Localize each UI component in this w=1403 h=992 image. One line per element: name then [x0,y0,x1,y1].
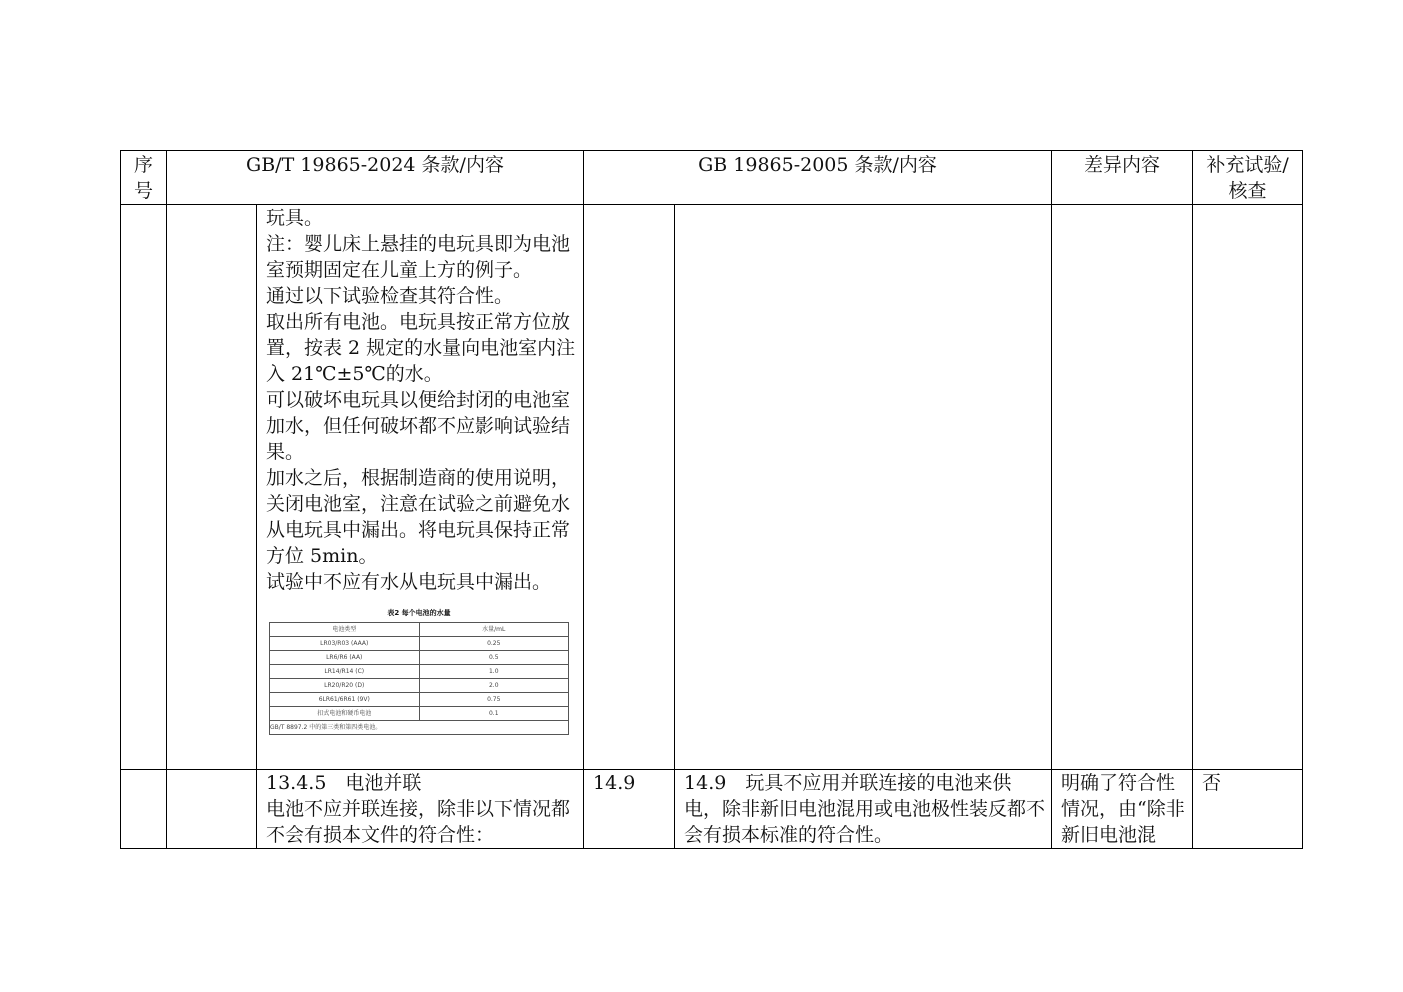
water-volume-table-caption: 表2 每个电池的水量 [387,609,451,617]
water-volume-table-image [269,609,569,735]
seq-cell [121,205,167,770]
battery-type: LR20/R20 (D) [270,679,420,693]
clause-paragraph: 可以破坏电玩具以便给封闭的电池室加水，但任何破坏都不应影响试验结果。 [266,389,571,463]
header-difference: 差异内容 [1052,151,1193,205]
battery-type: LR03/R03 (AAA) [270,637,420,651]
difference-text: 明确了符合性情况，由“除非新旧电池混 [1061,772,1185,846]
clause-comparison-table [120,150,1303,849]
battery-type: LR14/R14 (C) [270,665,420,679]
battery-type: 扣式电池和硬币电池 [270,707,420,721]
difference-cell [1052,770,1193,849]
water-volume-row [270,665,569,679]
supplement-cell [1193,205,1303,770]
clause-paragraph: 玩具。 [266,207,324,229]
clause-paragraph: 通过以下试验检查其符合性。 [266,285,514,307]
supplement-cell [1193,770,1303,849]
new-clause-number-cell [167,770,257,849]
new-clause-content-cell [257,770,584,849]
header-old-standard: GB 19865-2005 条款/内容 [584,151,1052,205]
water-volume-row [270,679,569,693]
water-volume: 0.75 [419,693,569,707]
clause-paragraph: 取出所有电池。电玩具按正常方位放置，按表 2 规定的水量向电池室内注入 21℃±5℃的水。 [266,311,576,385]
old-clause-number: 14.9 [593,772,636,794]
header-supplement: 补充试验/ 核查 [1193,151,1303,205]
old-clause-content-cell [675,205,1052,770]
seq-cell [121,770,167,849]
old-clause-number-cell [584,205,675,770]
old-clause-content-cell [675,770,1052,849]
clause-paragraph: 试验中不应有水从电玩具中漏出。 [266,571,552,593]
battery-type: 6LR61/6R61 (9V) [270,693,420,707]
water-volume-note: GB/T 8897.2 中的第三类和第四类电池。 [270,721,569,735]
water-volume: 1.0 [419,665,569,679]
water-volume-header: 水量/mL [419,623,569,637]
water-volume: 2.0 [419,679,569,693]
water-volume: 0.1 [419,707,569,721]
difference-cell [1052,205,1193,770]
water-volume-note-row [270,721,569,735]
water-volume-row [270,707,569,721]
battery-type: LR6/R6 (AA) [270,651,420,665]
water-volume: 0.25 [419,637,569,651]
table-row [121,205,1303,770]
water-volume-row [270,693,569,707]
new-clause-content-cell [257,205,584,770]
water-volume-header: 电池类型 [270,623,420,637]
clause-paragraph: 加水之后，根据制造商的使用说明，关闭电池室，注意在试验之前避免水从电玩具中漏出。将电玩具保持正常方位 5min。 [266,467,571,567]
clause-note: 注：婴儿床上悬挂的电玩具即为电池室预期固定在儿童上方的例子。 [266,233,571,281]
water-volume-header-row [270,623,569,637]
table-header-row [121,151,1303,205]
water-volume: 0.5 [419,651,569,665]
old-clause-text: 14.9 玩具不应用并联连接的电池来供电，除非新旧电池混用或电池极性装反都不会有损本标准的符合性。 [684,772,1046,846]
header-new-standard: GB/T 19865-2024 条款/内容 [167,151,584,205]
water-volume-row [270,651,569,665]
water-volume-table [269,622,569,735]
water-volume-row [270,637,569,651]
header-seq: 序 号 [121,151,167,205]
clause-paragraph: 电池不应并联连接，除非以下情况都不会有损本文件的符合性： [266,798,571,846]
new-clause-number-cell [167,205,257,770]
clause-heading: 13.4.5 电池并联 [266,772,422,794]
supplement-value: 否 [1202,772,1222,794]
table-row [121,770,1303,849]
old-clause-number-cell [584,770,675,849]
